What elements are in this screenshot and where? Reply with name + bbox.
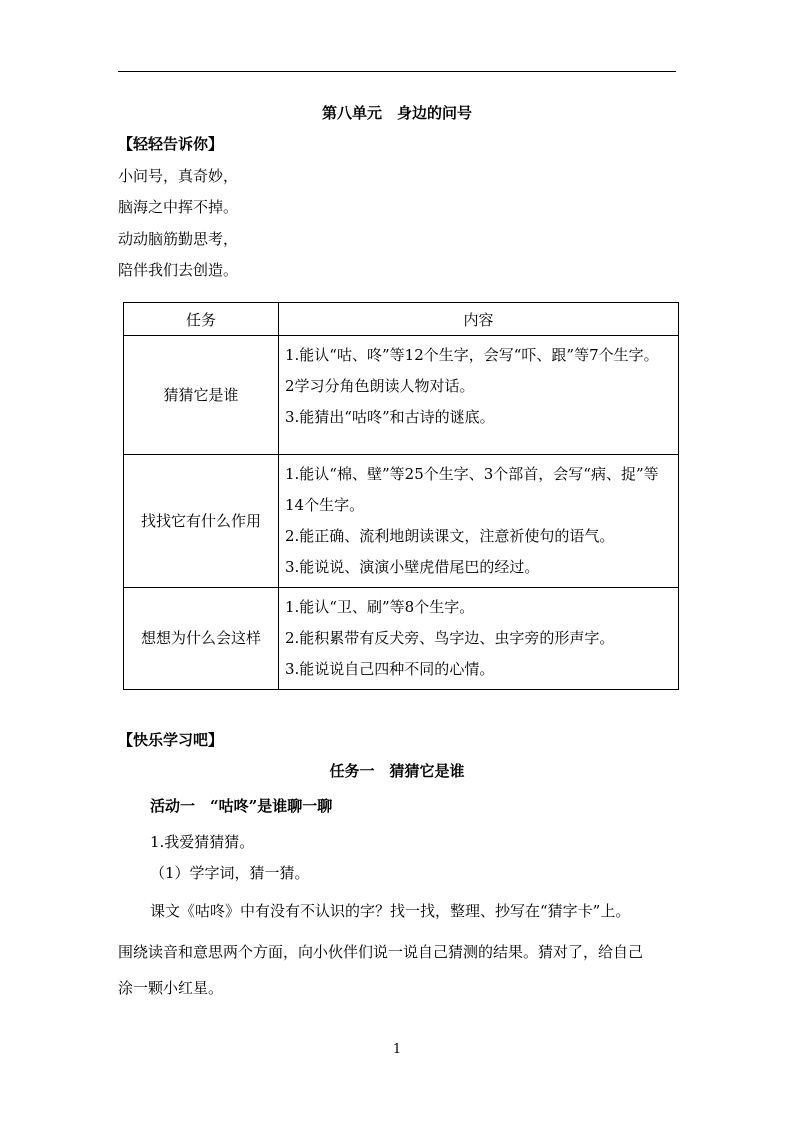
learn-heading: 【快乐学习吧】 [118, 731, 224, 749]
unit-title: 第八单元 身边的问号 [321, 104, 472, 122]
content-cell [279, 336, 679, 455]
task-table [123, 302, 679, 690]
content-item: 2.能正确、流利地朗读课文，注意祈使句的语气。 [285, 527, 615, 545]
content-cell [279, 588, 679, 690]
table-row [124, 336, 679, 455]
header-content: 内容 [279, 303, 679, 336]
task-cell: 想想为什么会这样 [124, 588, 279, 690]
content-item: 3.能猜出“咕咚”和古诗的谜底。 [285, 408, 495, 426]
task-cell: 猜猜它是谁 [124, 336, 279, 455]
poem-line: 小问号，真奇妙， [118, 167, 239, 185]
header-task: 任务 [124, 303, 279, 336]
substep-text: （1）学字词，猜一猜。 [150, 864, 310, 882]
content-item: 1.能认“咕、咚”等12个生字，会写“吓、跟”等7个生字。 [285, 346, 659, 364]
content-item: 3.能说说、演演小壁虎借尾巴的经过。 [285, 558, 540, 576]
table-row [124, 588, 679, 690]
page-number: 1 [392, 1042, 402, 1057]
intro-heading: 【轻轻告诉你】 [118, 135, 224, 153]
content-item: 1.能认“卫、刷”等8个生字。 [285, 598, 475, 616]
paragraph-line: 课文《咕咚》中有没有不认识的字？找一找，整理、抄写在“猜字卡”上。 [150, 902, 631, 920]
content-item: 2.能积累带有反犬旁、鸟字边、虫字旁的形声字。 [285, 629, 615, 647]
content-item: 1.能认“棉、壁”等25个生字、3个部首，会写“病、捉”等14个生字。 [285, 465, 659, 514]
poem-line: 陪伴我们去创造。 [118, 261, 239, 279]
table-row [124, 455, 679, 588]
poem-line: 脑海之中挥不掉。 [118, 198, 239, 216]
paragraph-line: 围绕读音和意思两个方面，向小伙伴们说一说自己猜测的结果。猜对了，给自己 [118, 943, 644, 961]
content-cell [279, 455, 679, 588]
content-item: 2学习分角色朗读人物对话。 [285, 377, 475, 395]
table-header-row [124, 303, 679, 336]
header-rule [118, 71, 676, 72]
content-item: 3.能说说自己四种不同的心情。 [285, 660, 495, 678]
step-text: 1.我爱猜猜猜。 [150, 833, 255, 851]
paragraph-line: 涂一颗小红星。 [118, 979, 224, 997]
task-title: 任务一 猜猜它是谁 [329, 762, 465, 780]
poem-line: 动动脑筋勤思考， [118, 230, 239, 248]
activity-title: 活动一 “咕咚”是谁聊一聊 [150, 797, 333, 815]
task-cell: 找找它有什么作用 [124, 455, 279, 588]
